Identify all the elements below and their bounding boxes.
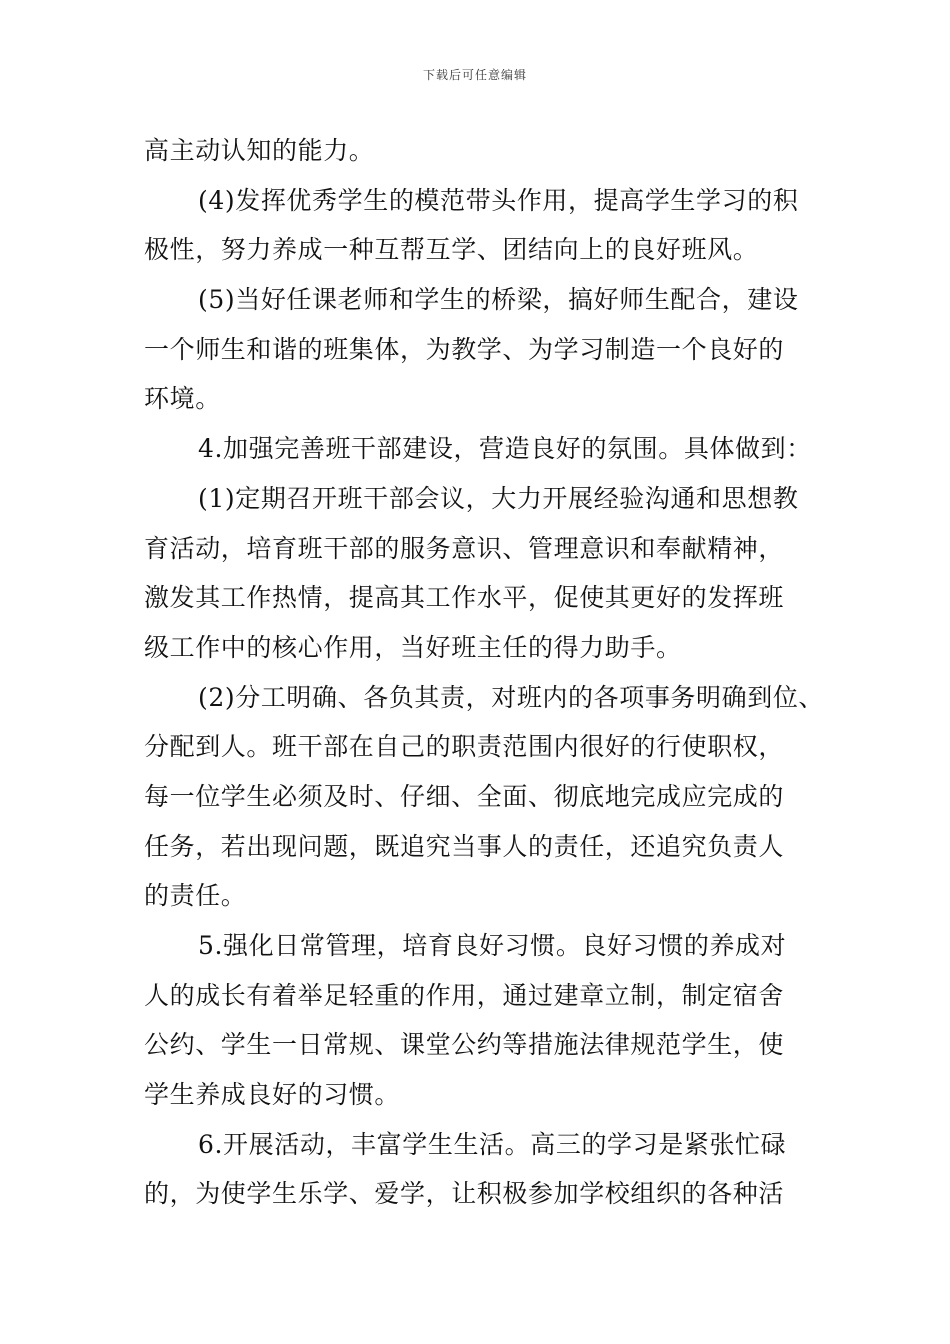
text-line: 5.强化日常管理，培育良好习惯。良好习惯的养成对 — [198, 931, 787, 960]
text-line: 育活动，培育班干部的服务意识、管理意识和奉献精神， — [144, 533, 785, 563]
text-line: (1)定期召开班干部会议，大力开展经验沟通和思想教 — [198, 483, 799, 513]
text-line: 的，为使学生乐学、爱学，让积极参加学校组织的各种活 — [144, 1179, 785, 1209]
text-line: (4)发挥优秀学生的模范带头作用，提高学生学习的积 — [198, 185, 799, 215]
text-line: 一个师生和谐的班集体，为教学、为学习制造一个良好的 — [144, 334, 785, 364]
text-line: (2)分工明确、各负其责，对班内的各项事务明确到位、 — [198, 682, 825, 712]
text-line: 6.开展活动，丰富学生生活。高三的学习是紧张忙碌 — [198, 1129, 787, 1159]
text-line: 分配到人。班干部在自己的职责范围内很好的行使职权， — [144, 732, 785, 762]
text-line: 学生养成良好的习惯。 — [144, 1080, 401, 1110]
text-line: 环境。 — [144, 384, 221, 414]
text-line: 任务，若出现问题，既追究当事人的责任，还追究负责人 — [144, 831, 785, 861]
text-line: 人的成长有着举足轻重的作用，通过建章立制，制定宿舍 — [144, 980, 785, 1010]
text-line: 激发其工作热情，提高其工作水平，促使其更好的发挥班 — [144, 583, 785, 613]
text-line: 极性，努力养成一种互帮互学、团结向上的良好班风。 — [144, 235, 759, 265]
document-body — [144, 126, 834, 1219]
text-line: 级工作中的核心作用，当好班主任的得力助手。 — [144, 632, 682, 662]
text-line: 的责任。 — [144, 881, 247, 911]
text-line: 每一位学生必须及时、仔细、全面、彻底地完成应完成的 — [144, 781, 785, 811]
text-line: (5)当好任课老师和学生的桥梁，搞好师生配合，建设 — [198, 285, 799, 315]
text-line: 4.加强完善班干部建设，营造良好的氛围。具体做到： — [198, 434, 812, 464]
text-line: 公约、学生一日常规、课堂公约等措施法律规范学生，使 — [144, 1030, 785, 1060]
text-line: 高主动认知的能力。 — [144, 136, 375, 165]
page-header: 下载后可任意编辑 — [422, 68, 527, 82]
